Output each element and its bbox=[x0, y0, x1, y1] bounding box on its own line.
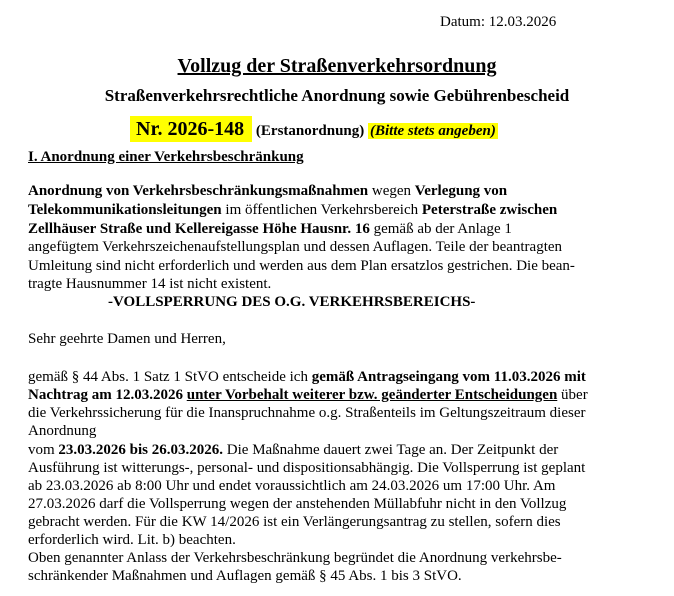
closure-notice: -VOLLSPERRUNG DES O.G. VERKEHRSBEREICHS- bbox=[108, 294, 476, 310]
text-span: vom bbox=[28, 442, 59, 458]
application-date: gemäß Antragseingang vom 11.03.2026 mit bbox=[311, 369, 586, 385]
reason-text-cont: Telekommunikationsleitungen bbox=[28, 202, 222, 218]
paragraph2-line2 bbox=[28, 386, 588, 404]
text-span: gemäß § 44 Abs. 1 Satz 1 StVO entscheide ich bbox=[28, 369, 312, 385]
paragraph2-line6: Ausführung ist witterungs-, personal- und dispositionsabhängig. Die Vollsperrung ist geplant bbox=[28, 460, 586, 476]
paragraph2-line5 bbox=[28, 441, 558, 459]
document-date: Datum: 12.03.2026 bbox=[440, 14, 557, 30]
paragraph2-line1 bbox=[28, 368, 586, 386]
text-span: wegen bbox=[368, 183, 415, 199]
order-number: Nr. 2026-148 bbox=[130, 116, 252, 142]
text-span: Die Maßnahme dauert zwei Tage an. Der Zeitpunkt der bbox=[223, 442, 559, 458]
text-span: gemäß ab der Anlage 1 bbox=[369, 221, 512, 237]
paragraph2-line12: schränkender Maßnahmen und Auflagen gemäß § 45 Abs. 1 bis 3 StVO. bbox=[28, 568, 462, 584]
paragraph1-line4: angefügtem Verkehrszeichenaufstellungsplan und dessen Auflagen. Teile der beantragten bbox=[28, 239, 563, 255]
paragraph1-line3 bbox=[28, 220, 512, 238]
location-text: Peterstraße zwischen bbox=[421, 202, 558, 218]
document-title: Vollzug der Straßenverkehrsordnung bbox=[177, 55, 497, 77]
paragraph2-line11: Oben genannter Anlass der Verkehrsbeschränkung begründet die Anordnung verkehrsbe- bbox=[28, 550, 562, 566]
paragraph2-line9: gebracht werden. Für die KW 14/2026 ist ein Verlängerungsantrag zu stellen, sofern dies bbox=[28, 514, 561, 530]
paragraph2-line10: erforderlich wird. Lit. b) beachten. bbox=[28, 532, 236, 548]
measure-title: Anordnung von Verkehrsbeschränkungsmaßnahmen bbox=[28, 183, 369, 199]
paragraph1-line6: tragte Hausnummer 14 ist nicht existent. bbox=[28, 276, 272, 292]
reservation-clause: unter Vorbehalt weiterer bzw. geänderter Entscheidungen bbox=[186, 387, 558, 403]
paragraph2-line7: ab 23.03.2026 ab 8:00 Uhr und endet voraussichtlich am 24.03.2026 um 17:00 Uhr. Am bbox=[28, 478, 556, 494]
text-span: über bbox=[557, 387, 588, 403]
location-text-cont: Zellhäuser Straße und Kellereigasse Höhe Hausnr. 16 bbox=[28, 221, 370, 237]
paragraph2-line3: die Verkehrssicherung für die Inanspruchnahme o.g. Straßenteils im Geltungszeitraum dieser bbox=[28, 405, 586, 421]
paragraph2-line8: 27.03.2026 darf die Vollsperrung wegen der anstehenden Müllabfuhr nicht in den Vollzug bbox=[28, 496, 567, 512]
paragraph1-line5: Umleitung sind nicht erforderlich und werden aus dem Plan ersatzlos gestrichen. Die bean- bbox=[28, 258, 575, 274]
validity-period: 23.03.2026 bis 26.03.2026. bbox=[58, 442, 224, 458]
paragraph1-line1 bbox=[28, 182, 507, 200]
paragraph1-line2 bbox=[28, 201, 557, 219]
text-span: im öffentlichen Verkehrsbereich bbox=[221, 202, 422, 218]
greeting: Sehr geehrte Damen und Herren, bbox=[28, 331, 226, 347]
addendum-date: Nachtrag am 12.03.2026 bbox=[28, 387, 183, 403]
section-heading: I. Anordnung einer Verkehrsbeschränkung bbox=[28, 149, 304, 165]
document-subtitle: Straßenverkehrsrechtliche Anordnung sowie Gebührenbescheid bbox=[104, 86, 570, 105]
order-number-note: (Bitte stets angeben) bbox=[370, 123, 496, 139]
reason-text: Verlegung von bbox=[414, 183, 508, 199]
order-type: (Erstanordnung) bbox=[255, 123, 365, 139]
order-number-line bbox=[130, 116, 498, 142]
paragraph2-line4: Anordnung bbox=[28, 423, 97, 439]
